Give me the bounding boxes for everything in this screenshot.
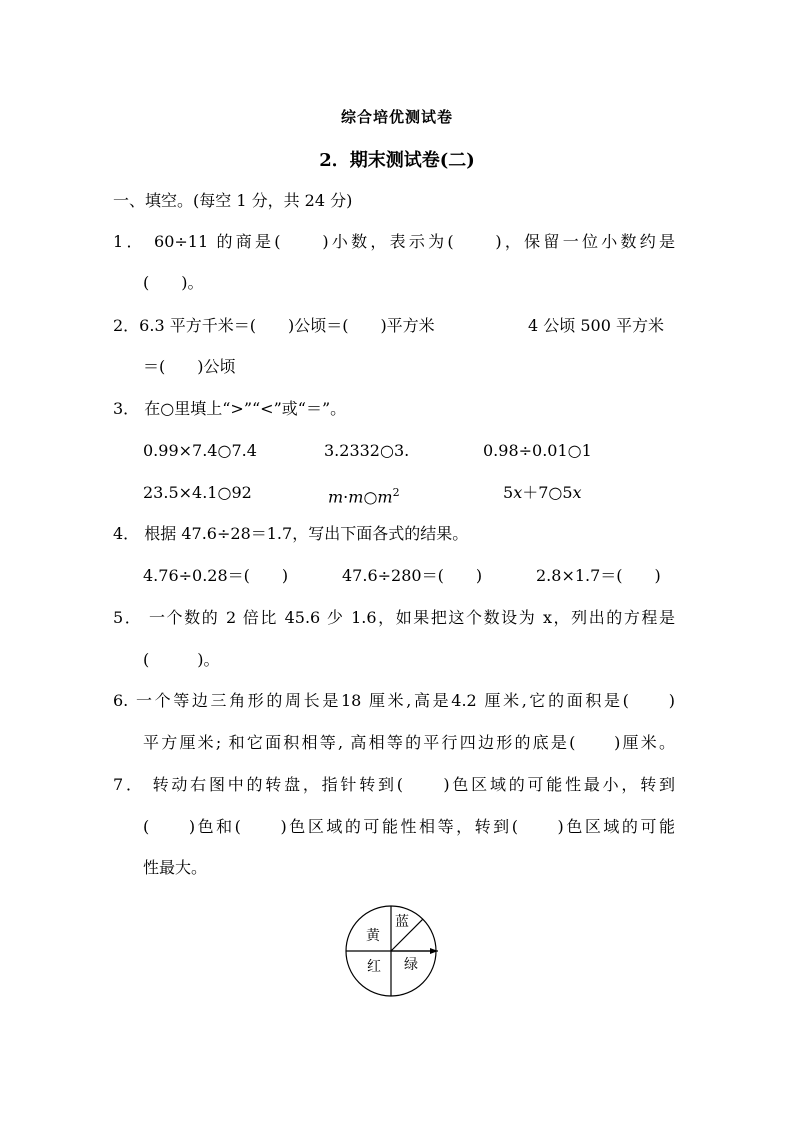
series-title: 综合培优测试卷: [340, 108, 453, 126]
compare-circle: ○: [363, 487, 378, 507]
pointer-arrow-icon: [430, 948, 438, 954]
expr-mid: ＋7○5: [522, 483, 573, 502]
question-4-line-1: 4． 根据 47.6÷28＝1.7，写出下面各式的结果。: [113, 524, 469, 543]
question-4-item-1: 4.76÷0.28＝( ): [143, 566, 289, 585]
question-3-item-4: 23.5×4.1○92: [143, 483, 252, 502]
coef: 5: [503, 483, 514, 502]
question-6-line-1: 6. 一个等边三角形的周长是18 厘米,高是4.2 厘米,它的面积是( ): [113, 691, 675, 710]
var-m: m: [328, 487, 344, 507]
var-m: m: [348, 487, 364, 507]
question-3-item-3: 0.98÷0.01○1: [483, 441, 592, 460]
question-5-line-1: 5． 一个数的 2 倍比 45.6 少 1.6，如果把这个数设为 x，列出的方程是: [113, 608, 675, 627]
question-5-line-2: ( )。: [143, 650, 220, 669]
var-x: x: [513, 483, 523, 502]
var-m: m: [377, 487, 393, 507]
exponent: 2: [392, 486, 400, 499]
question-4-item-2: 47.6÷280＝( ): [342, 566, 483, 585]
question-3-line-1: 3． 在○里填上“>”“<”或“＝”。: [113, 399, 347, 418]
question-1-line-2: ( )。: [143, 273, 204, 292]
question-1-line-1: 1． 60÷11 的商是( )小数，表示为( )，保留一位小数约是: [113, 232, 675, 251]
question-3-item-5: [328, 483, 400, 507]
spinner-label-blue: 蓝: [395, 914, 409, 930]
question-2-line-1b: 4 公顷 500 平方米: [528, 316, 664, 335]
question-4-item-3: 2.8×1.7＝( ): [536, 566, 661, 585]
question-7-line-3: 性最大。: [143, 858, 208, 877]
question-3-item-6: [503, 483, 582, 503]
spinner-diagram: [344, 904, 438, 998]
var-x: x: [572, 483, 582, 502]
spinner-label-green: 绿: [404, 957, 418, 973]
question-7-line-2: ( )色和( )色区域的可能性相等，转到( )色区域的可能: [143, 817, 675, 836]
question-3-item-2: 3.2332○3.: [324, 441, 410, 460]
section-heading: 一、填空。(每空 1 分，共 24 分): [113, 191, 353, 210]
question-7-line-1: 7． 转动右图中的转盘，指针转到( )色区域的可能性最小，转到: [113, 775, 675, 794]
question-2-line-2: ＝( )公顷: [143, 357, 236, 376]
spinner-label-red: 红: [367, 959, 381, 975]
question-2-line-1a: 2．6.3 平方千米＝( )公顷＝( )平方米: [113, 316, 435, 335]
question-6-line-2: 平方厘米; 和它面积相等, 高相等的平行四边形的底是( )厘米。: [143, 733, 675, 752]
question-3-item-1: 0.99×7.4○7.4: [143, 441, 257, 460]
spinner-label-yellow: 黄: [366, 928, 380, 944]
dot: ·: [343, 487, 349, 507]
paper-title: 2．期末测试卷(二): [319, 150, 475, 171]
